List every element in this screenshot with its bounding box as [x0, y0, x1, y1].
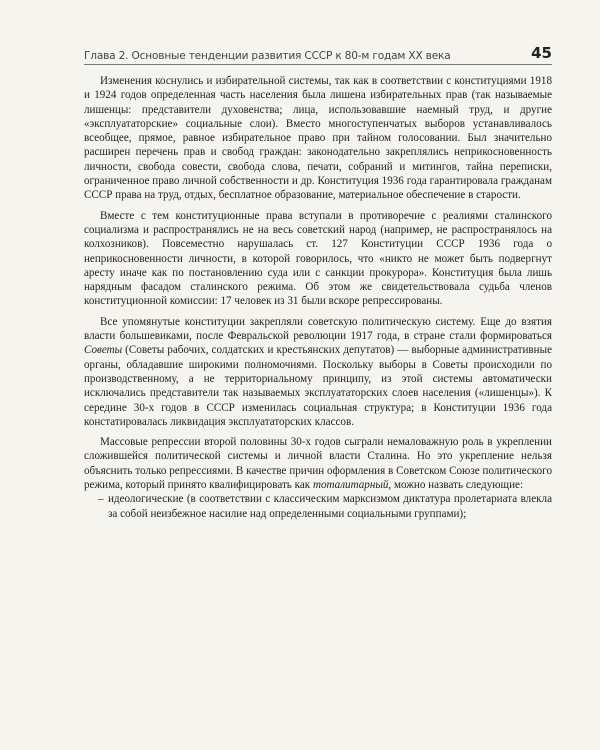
paragraph-4-part-1: Массовые репрессии второй половины 30-х годов сыграли немаловажную роль в укреплении сложившейся политической системы и личной власти Сталина. Но это укрепление нельзя объяснить только репрессиями. В качестве причин оформления в Советском Союзе политического режима, который принято квалифицировать как	[84, 436, 552, 492]
chapter-title: Глава 2. Основные тенденции развития СССР к 80-м годам XX века	[84, 50, 451, 62]
page-body	[84, 74, 552, 521]
page-number: 45	[531, 44, 552, 62]
paragraph-4	[84, 435, 552, 492]
paragraph-2: Вместе с тем конституционные права вступали в противоречие с реалиями сталинского социализма и распространялись не на весь советский народ (например, не распространялось на колхозников). Повсеместно нарушалась ст. 127 Конституции СССР 1936 года о неприкосновенности личности, в которой говорилось, что «никто не может быть подвергнут аресту иначе как по постановлению суда или с санкции прокурора». Конституция была лишь нарядным фасадом сталинского режима. Об этом же свидетельствовала судьба членов конституционной комиссии: 17 человек из 31 были вскоре репрессированы.	[84, 209, 552, 308]
paragraph-1: Изменения коснулись и избирательной системы, так как в соответствии с конституциями 1918 и 1924 годов определенная часть населения была лишена избирательных прав (так называемые лишенцы: представители духовенства; лица, использовавшие наемный труд, и другие «эксплуататорские» социальные слои). Вместо многоступенчатых выборов устанавливалось всеобщее, прямое, равное избирательное право при тайном голосовании. Был значительно расширен перечень прав и свобод граждан: законодательно закреплялись неприкосновенность личности, свобода совести, свобода слова, печати, собраний и митингов, тайна переписки, ограниченное право личной собственности и др. Конституция 1936 года гарантировала гражданам СССР права на труд, отдых, бесплатное образование, материальное обеспечение в старости.	[84, 75, 552, 202]
list-dash: –	[98, 493, 104, 506]
list-item-text: идеологические (в соответствии с классическим марксизмом диктатура пролетариата влекла за собой неизбежное насилие над определенными социальными группами);	[108, 493, 552, 520]
paragraph-4-part-2: , можно назвать следующие:	[388, 479, 524, 492]
list-item	[84, 492, 552, 521]
emphasis-sovety: Советы	[84, 344, 123, 357]
running-header	[84, 44, 552, 65]
emphasis-totalitarian: тоталитарный	[312, 479, 389, 492]
paragraph-3-part-2: (Советы рабочих, солдатских и крестьянских депутатов) — выборные административные органы, обладавшие широкими полномочиями. Поскольку выборы в Советы происходили по производственному, а не территориальному принципу, из этой системы автоматически исключались представители так называемых эксплуататорских слоев населения («лишенцы»). К середине 30-х годов в СССР изменилась социальная структура; в Конституции 1936 года констатировалась ликвидация эксплуататорских классов.	[84, 344, 552, 428]
paragraph-3	[84, 315, 552, 429]
paragraph-3-part-1: Все упомянутые конституции закрепляли советскую политическую систему. Еще до взятия власти большевиками, после Февральской революции 1917 года, в стране стали формироваться	[84, 315, 552, 343]
